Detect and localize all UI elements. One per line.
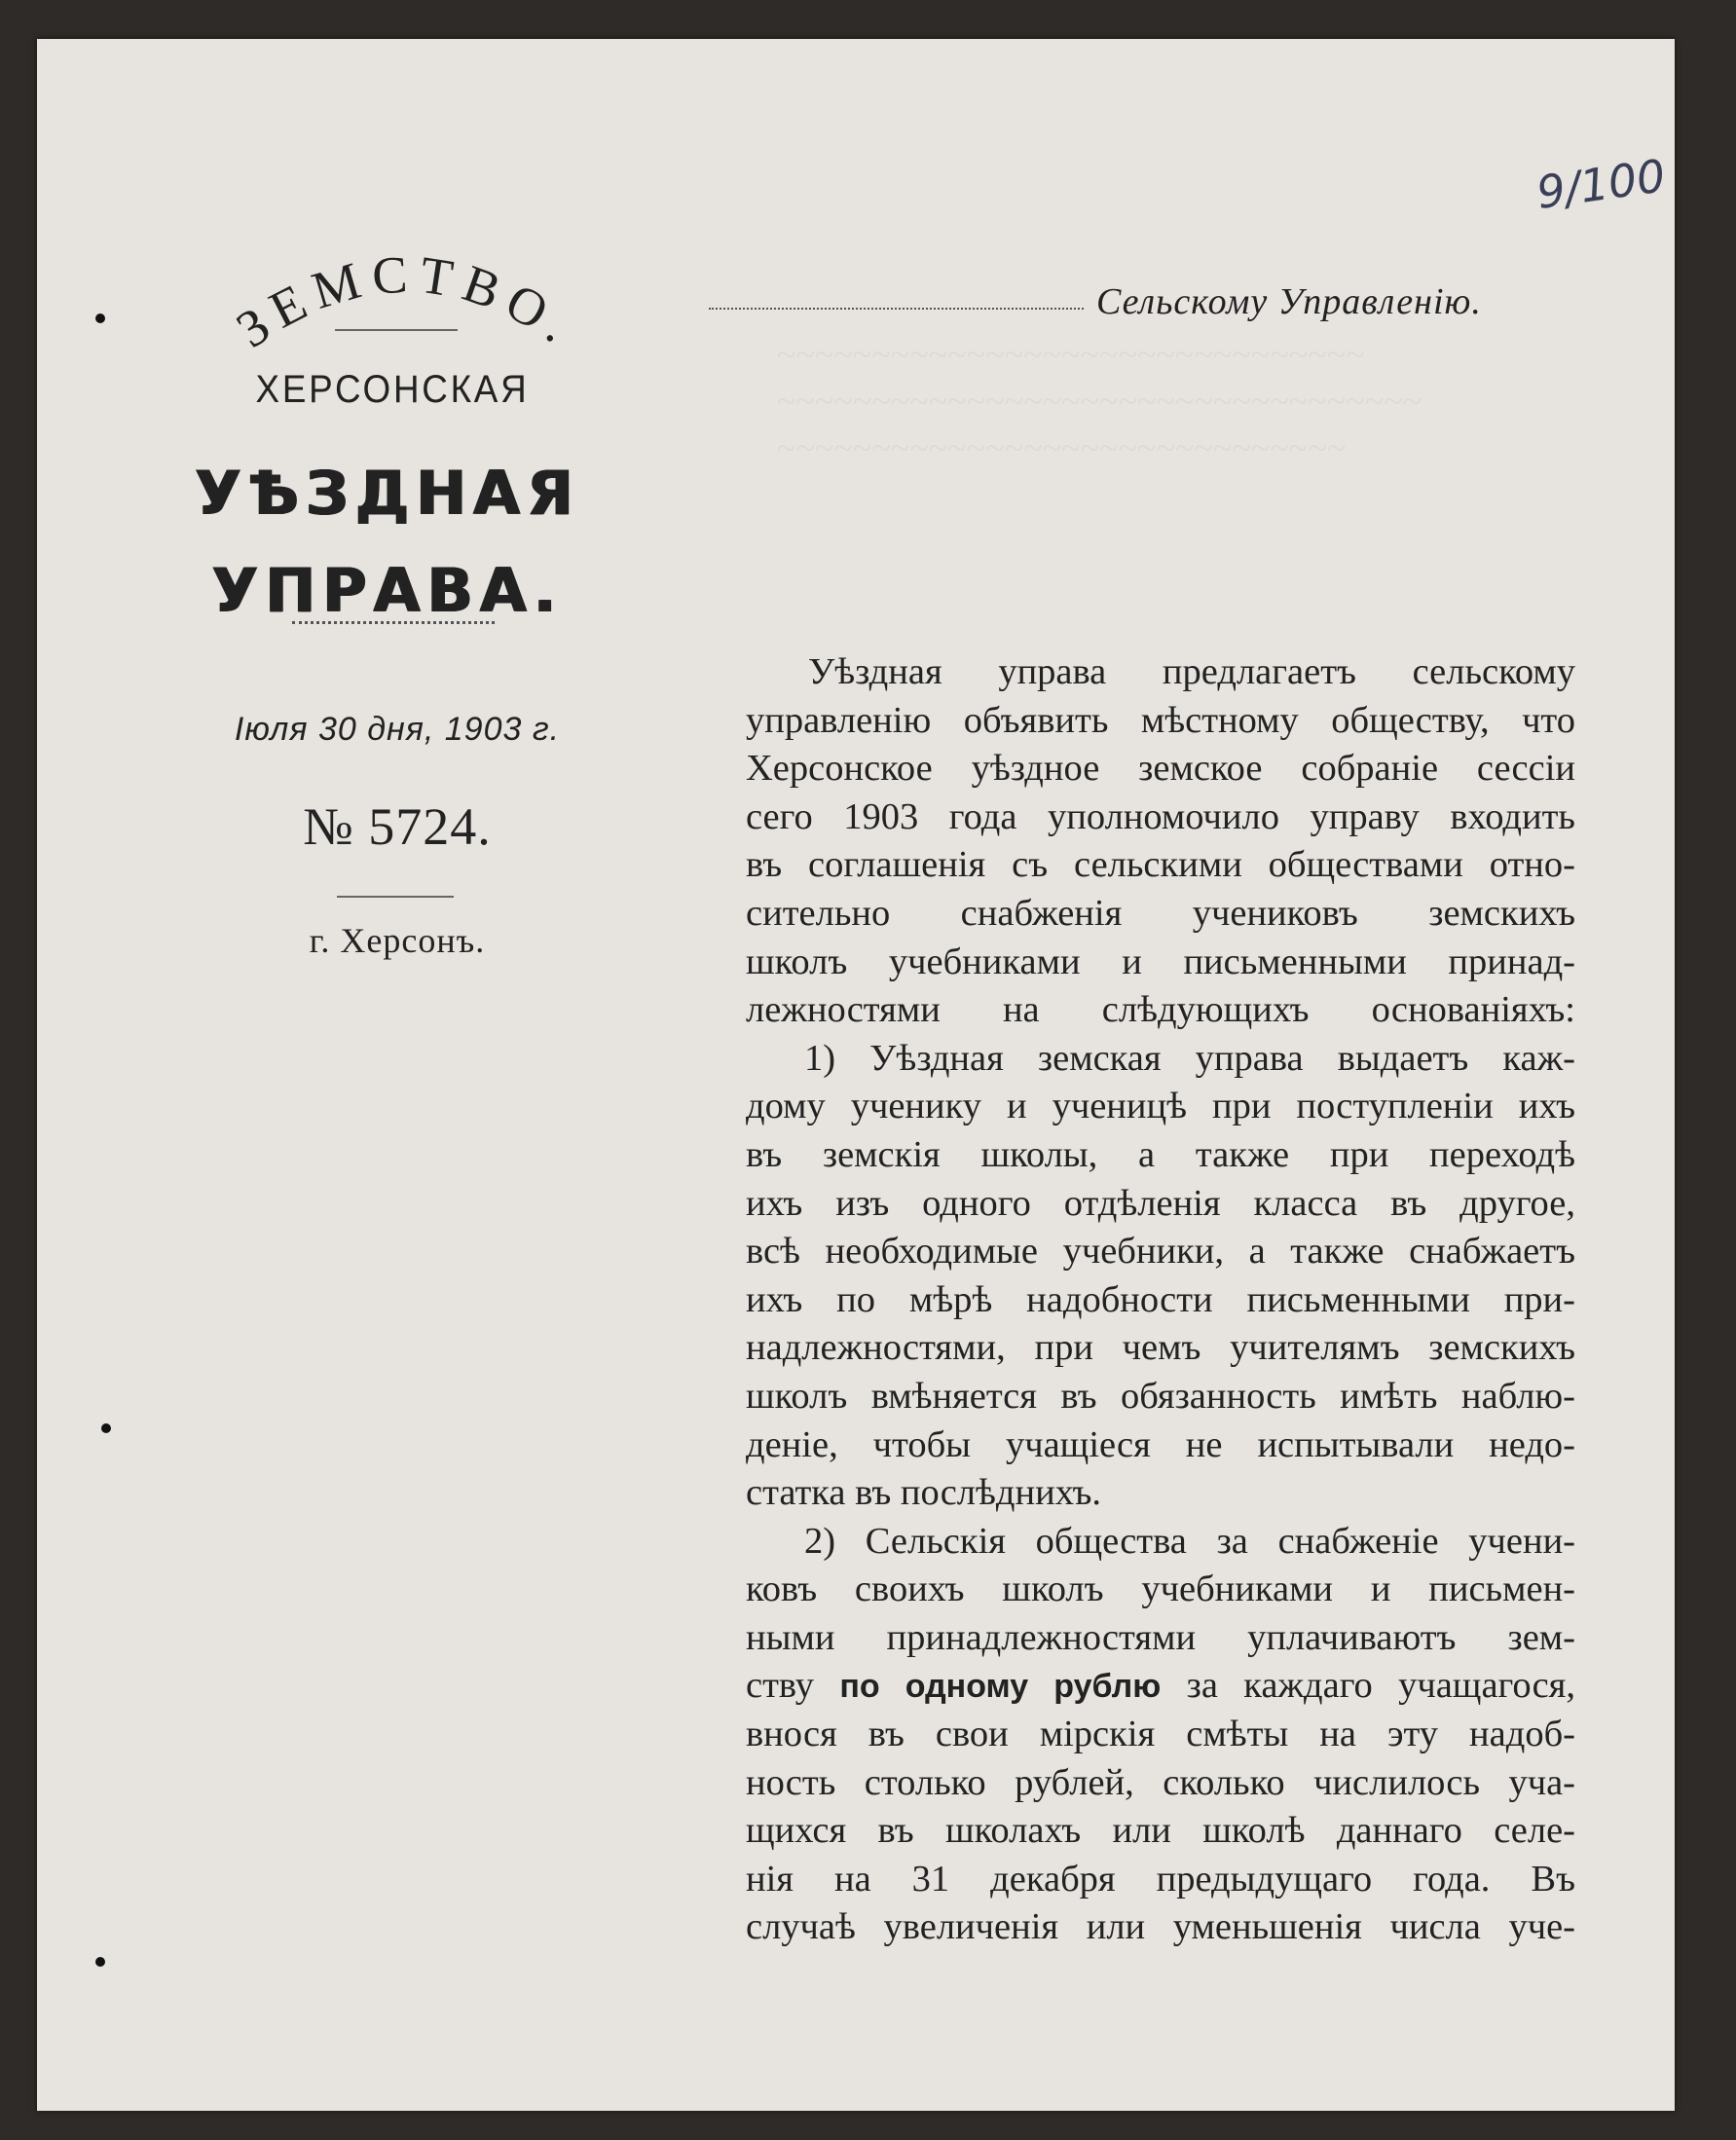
bleed-through-text: [777, 331, 1614, 471]
body-line: надлежностями, при чемъ учителямъ земскихъ: [746, 1327, 1575, 1369]
letter-number: № 5724.: [303, 797, 492, 856]
body-line: сего 1903 года уполномочило управу входить: [746, 795, 1575, 837]
archive-handwritten-note: 9/100: [1533, 149, 1669, 219]
body-line: 1) Уѣздная земская управа выдаетъ каж-: [804, 1037, 1575, 1079]
body-line: 2) Сельскія общества за снабженіе учени-: [804, 1520, 1575, 1562]
body-fragment: ству: [746, 1665, 815, 1707]
zemstvo-arched-title: [203, 234, 611, 380]
zemstvo-text: ЗЕМСТВО.: [225, 244, 589, 359]
punch-hole: [101, 1423, 111, 1433]
letter-date: Іюля 30 дня, 1903 г.: [234, 711, 561, 748]
body-line: дому ученику и ученицѣ при поступленіи ихъ: [746, 1086, 1575, 1127]
body-line: нія на 31 декабря предыдущаго года. Въ: [746, 1858, 1575, 1900]
body-line: деніе, чтобы учащіеся не испытывали недо-: [746, 1423, 1575, 1465]
body-fragment: за каждаго учащагося,: [1186, 1665, 1576, 1707]
body-line-with-emphasis: [746, 1662, 1575, 1711]
body-line: Херсонское уѣздное земское собраніе сессіи: [746, 748, 1575, 790]
body-line: ность столько рублей, сколько числилось уча-: [746, 1761, 1575, 1803]
header-rule-middle: [292, 621, 495, 624]
body-line: Уѣздная управа предлагаетъ сельскому: [808, 651, 1575, 692]
header-rule-bottom: [337, 896, 454, 898]
punch-hole: [95, 1957, 105, 1967]
body-line: ковъ своихъ школъ учебниками и письмен-: [746, 1568, 1575, 1610]
body-line: всѣ необходимые учебники, а также снабжаетъ: [746, 1231, 1575, 1273]
body-line: щихся въ школахъ или школѣ даннаго селе-: [746, 1810, 1575, 1852]
header-title-line1: УѢЗДНАЯ: [195, 458, 580, 529]
body-line: въ соглашенія съ сельскими обществами отно-: [746, 844, 1575, 886]
body-line: лежностями на слѣдующихъ основаніяхъ:: [746, 989, 1575, 1031]
body-line: школъ вмѣняется въ обязанность имѣть наблю-: [746, 1375, 1575, 1417]
body-line: сительно снабженія учениковъ земскихъ: [746, 892, 1575, 934]
body-line: управленію объявить мѣстному обществу, что: [746, 699, 1575, 741]
addressee: Сельскому Управленію.: [1096, 281, 1482, 322]
addressee-leader: [709, 308, 1084, 310]
body-line: ихъ изъ одного отдѣленія класса въ другое,: [746, 1182, 1575, 1224]
header-title-line2: УПРАВА.: [211, 555, 564, 626]
body-line: внося въ свои мірскія смѣты на эту надоб-: [746, 1714, 1575, 1755]
letter-city: г. Херсонъ.: [309, 921, 486, 960]
header-rule-top: [335, 329, 458, 331]
letter-body: [746, 648, 1575, 1952]
punch-hole: [95, 314, 105, 323]
document-page: [37, 39, 1675, 2111]
body-line: случаѣ увеличенія или уменьшенія числа уче-: [746, 1906, 1575, 1948]
body-line: школъ учебниками и письменными принад-: [746, 941, 1575, 982]
emphasized-amount: по одному рублю: [839, 1668, 1162, 1706]
body-line: ихъ по мѣрѣ надобности письменными при-: [746, 1278, 1575, 1320]
header-region: ХЕРСОНСКАЯ: [255, 368, 530, 411]
body-line: ными принадлежностями уплачиваютъ зем-: [746, 1616, 1575, 1658]
body-line: въ земскія школы, а также при переходѣ: [746, 1133, 1575, 1175]
body-line: статка въ послѣднихъ.: [746, 1472, 1102, 1514]
